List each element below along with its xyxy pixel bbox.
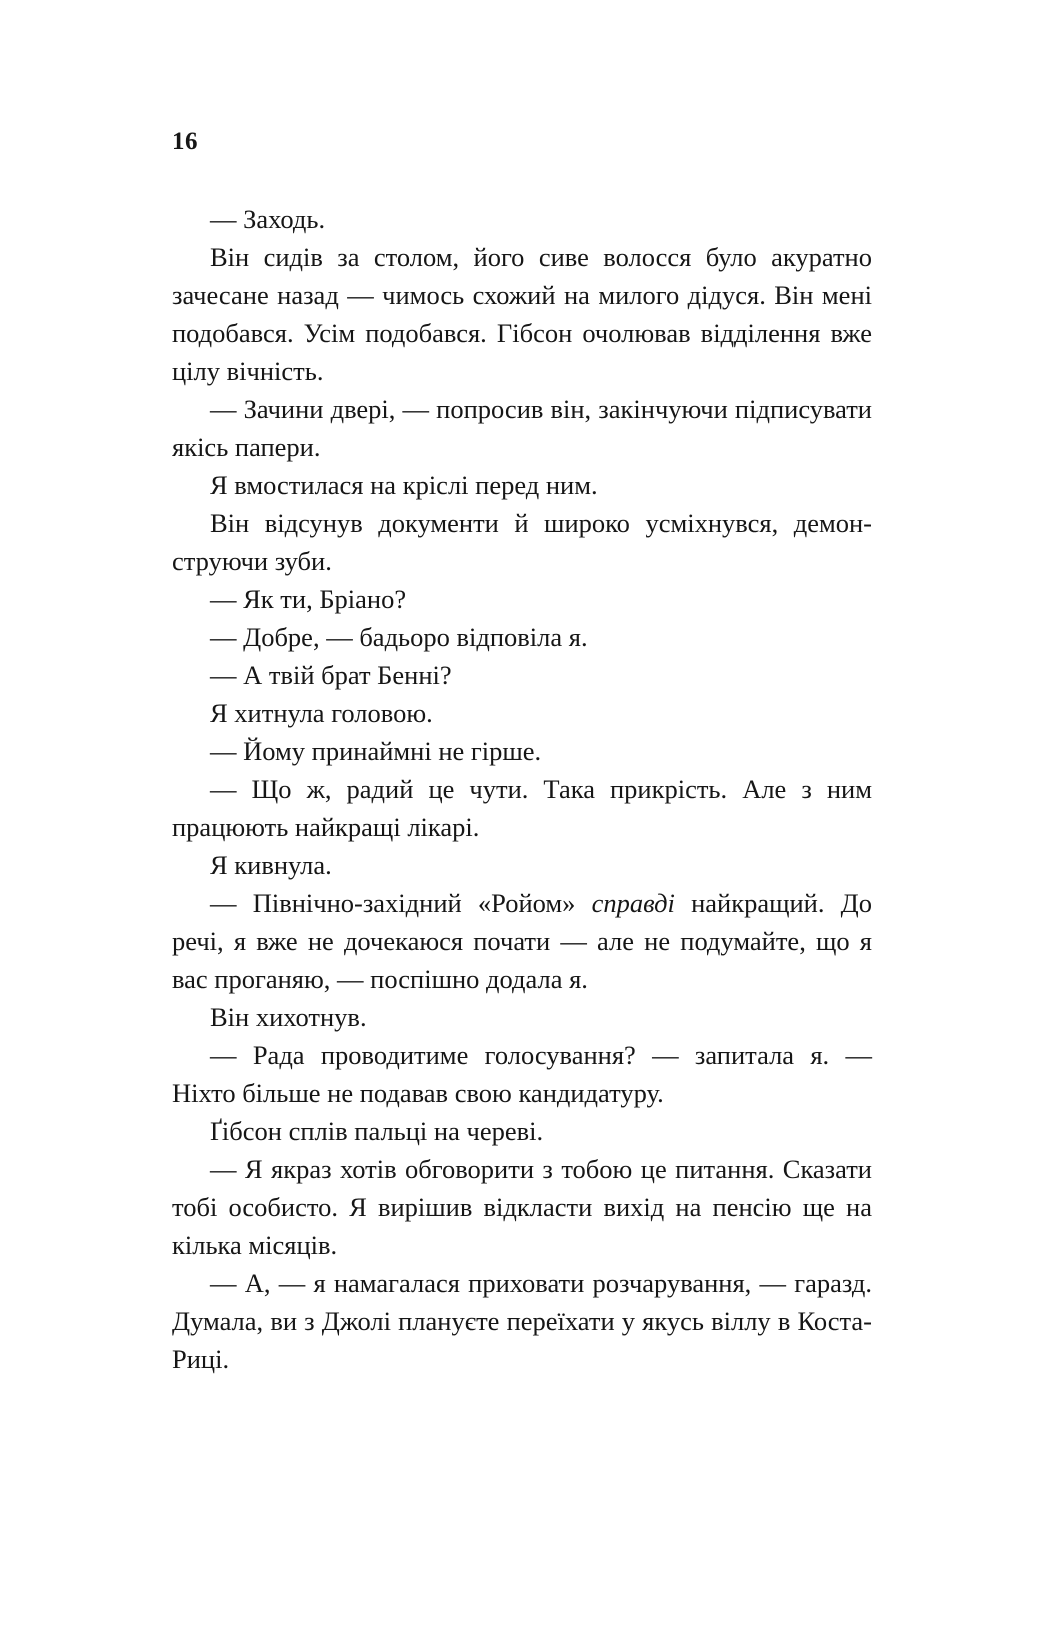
paragraph bbox=[172, 846, 872, 884]
italic-text-run: справді bbox=[591, 888, 675, 918]
text-run: — Як ти, Бріано? bbox=[210, 584, 407, 614]
text-run: найкращий. До речі, я вже не дочекаюся почати — але не подумайте, що я вас проганяю, — поспішно додала я. bbox=[172, 888, 872, 994]
text-run: Ґібсон сплів пальці на череві. bbox=[210, 1116, 544, 1146]
text-run: — Заходь. bbox=[210, 204, 326, 234]
paragraph bbox=[172, 656, 872, 694]
text-run: Я хитнула головою. bbox=[210, 698, 433, 728]
paragraph bbox=[172, 998, 872, 1036]
text-run: — Зачини двері, — попросив він, закінчуючи підписувати якісь папери. bbox=[172, 394, 872, 462]
paragraph bbox=[172, 390, 872, 466]
paragraph bbox=[172, 694, 872, 732]
text-run: — Рада проводитиме голосування? — запитала я. — Ніхто більше не подавав свою кандидатуру. bbox=[172, 1040, 872, 1108]
paragraph bbox=[172, 1112, 872, 1150]
paragraph bbox=[172, 618, 872, 656]
text-run: — Що ж, радий це чути. Така прикрість. Але з ним працюють найкращі лікарі. bbox=[172, 774, 872, 842]
text-run: Я вмостилася на кріслі перед ним. bbox=[210, 470, 598, 500]
paragraph bbox=[172, 1264, 872, 1378]
paragraph bbox=[172, 770, 872, 846]
paragraph bbox=[172, 732, 872, 770]
paragraph bbox=[172, 580, 872, 618]
paragraph bbox=[172, 238, 872, 390]
text-run: Він хихотнув. bbox=[210, 1002, 367, 1032]
text-run: — Добре, — бадьоро відповіла я. bbox=[210, 622, 588, 652]
paragraph bbox=[172, 1150, 872, 1264]
text-run: Він сидів за столом, його сиве волосся було акуратно зачесане назад — чимось схожий на милого дідуся. Він мені подобався. Усім подобався. Гібсон очолював відділення вже цілу вічність. bbox=[172, 242, 872, 386]
paragraph bbox=[172, 1036, 872, 1112]
paragraph bbox=[172, 466, 872, 504]
text-run: — Йому принаймні не гірше. bbox=[210, 736, 542, 766]
page-number: 16 bbox=[172, 128, 198, 155]
text-run: — А твій брат Бенні? bbox=[210, 660, 452, 690]
text-run: — Я якраз хотів обговорити з тобою це питання. Сказати тобі особисто. Я вирішив відкласти вихід на пенсію ще на кілька місяців. bbox=[172, 1154, 872, 1260]
text-block bbox=[172, 200, 872, 1378]
paragraph bbox=[172, 504, 872, 580]
text-run: Я кивнула. bbox=[210, 850, 332, 880]
text-run: — А, — я намагалася приховати розчарування, — гаразд. Думала, ви з Джолі плануєте переїхати у якусь віллу в Коста-Риці. bbox=[172, 1268, 872, 1374]
paragraph bbox=[172, 200, 872, 238]
paragraph bbox=[172, 884, 872, 998]
text-run: — Північно-західний «Ройом» bbox=[210, 888, 592, 918]
text-run: Він відсунув документи й широко усміхнувся, демонструючи зуби. bbox=[172, 508, 872, 576]
